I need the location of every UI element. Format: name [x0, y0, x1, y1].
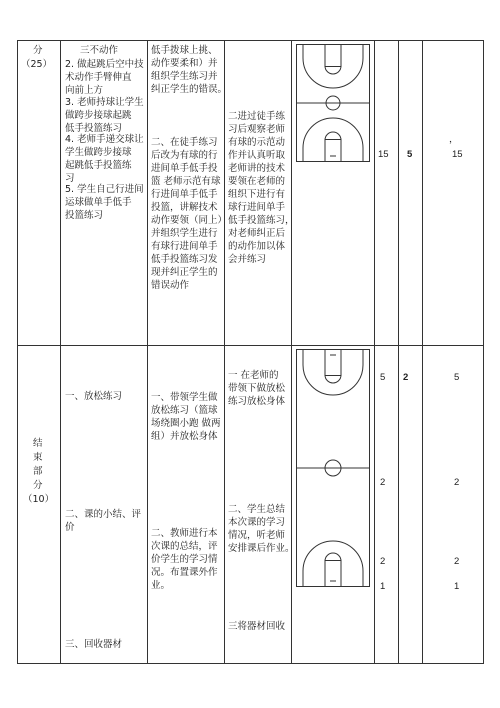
section-time-end: （10） [23, 494, 55, 505]
table-border-top [17, 40, 484, 41]
end-item-2: 二、课的小结、评 价 [65, 509, 142, 533]
table-divider-3 [224, 40, 225, 664]
table-border-left [17, 40, 18, 664]
section-label-end-3: 部 [33, 466, 43, 477]
content-item-2: 2. 做起跳后空中技 术动作手臂伸直 向前上方 [65, 59, 144, 96]
count-end-r4-col8: 1 [454, 581, 460, 592]
count-top-col8: 15 [452, 149, 463, 160]
end-item-1: 一、放松练习 [65, 391, 123, 402]
content-item-3: 3. 老师持球让学生 做跨步接球起跳 低手投篮练习 [65, 97, 144, 134]
section-label-top: 分 [33, 45, 43, 56]
table-divider-5 [374, 40, 375, 664]
end-item-3: 三、回收器材 [65, 639, 123, 650]
section-label-end-1: 结 [33, 438, 43, 449]
count-top-col6: 15 [378, 149, 389, 160]
table-divider-2 [147, 40, 148, 664]
section-divider [17, 345, 484, 346]
content-item-5: 5. 学生自己行进间 运球做单手低手 投篮练习 [65, 184, 144, 221]
table-border-right [483, 40, 484, 664]
count-end-r3-col8: 2 [454, 556, 460, 567]
teacher-text-end-1: 一、带领学生做 放松练习（篮球 场绕圈小跑 做两 组）并放松身体 [151, 392, 221, 442]
court-diagram-bottom [296, 349, 370, 587]
table-divider-1 [60, 40, 61, 664]
tick-top-col8: ， [449, 134, 459, 145]
teacher-text-mid: 二、在徒手练习 后改为有球的行 进间单手低手投 篮 老师示范有球 行进间单手低手 投篮，讲解技术 动作要领（同上） 并组织学生进行 有球行进间单手 低手投篮练习发 现并纠正学生的 错误动作 [151, 137, 228, 291]
table-border-bottom [17, 663, 484, 664]
count-top-col7: 5 [407, 149, 413, 160]
table-divider-7 [422, 40, 423, 664]
count-end-r1-col7: 2 [403, 372, 409, 383]
section-time-top: （25） [21, 59, 53, 70]
table-divider-6 [398, 40, 399, 664]
count-end-r4-col6: 1 [380, 581, 386, 592]
teacher-text-top: 低手拨球上挑、 动作要柔和）并 组织学生练习并 纠正学生的错误。 [151, 45, 228, 95]
teacher-text-end-2: 二、教师进行本 次课的总结，评 价学生的学习情 况。布置课外作 业。 [151, 528, 218, 591]
student-text-end-1: 一 在老师的 带领下做放松 练习放松身体 [228, 370, 286, 407]
student-text-mid: 二进过徒手练 习后观察老师 有球的示范动 作并认真听取 老师讲的技术 要领在老师的 组织下进行有 球行进间单手 低手投篮练习， 对老师纠正后 的动作加以体 会并练习 [228, 111, 295, 265]
content-item-4: 4. 老师手递交球让 学生做跨步接球 起跳低手投篮练 习 [65, 134, 144, 184]
count-end-r2-col6: 2 [380, 477, 386, 488]
count-end-r1-col6: 5 [380, 372, 386, 383]
court-diagram-top [296, 44, 370, 162]
section-label-end-4: 分 [33, 480, 43, 491]
student-text-end-2: 二、学生总结 本次课的学习 情况，听老师 安排课后作业。 [228, 504, 295, 554]
count-end-r3-col6: 2 [380, 556, 386, 567]
count-end-r1-col8: 5 [454, 372, 460, 383]
count-end-r2-col8: 2 [454, 477, 460, 488]
student-text-end-3: 三将器材回收 [228, 621, 286, 632]
section-label-end-2: 束 [33, 452, 43, 463]
content-item-1: 三不动作 [80, 45, 119, 56]
